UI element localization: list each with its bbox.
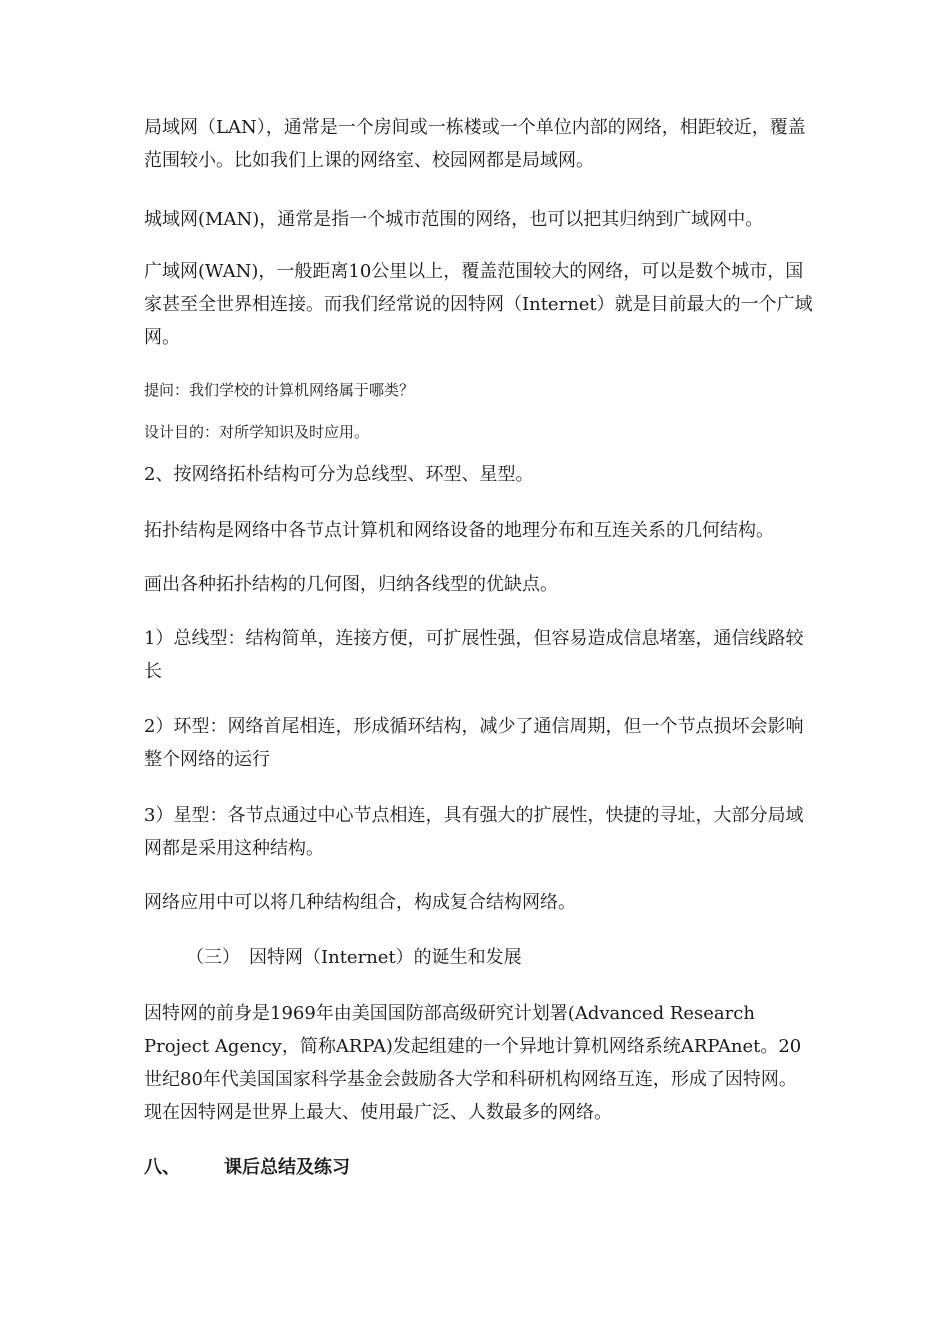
paragraph-topology-definition: 拓扑结构是网络中各节点计算机和网络设备的地理分布和互连关系的几何结构。 <box>144 520 774 541</box>
paragraph-ring: 2）环型：网络首尾相连，形成循环结构，减少了通信周期，但一个节点损坏会影响整个网络的运行 <box>144 716 804 770</box>
paragraph-star: 3）星型：各节点通过中心节点相连，具有强大的扩展性，快捷的寻址，大部分局域网都是采用这种结构。 <box>144 805 804 859</box>
paragraph-topology-intro: 2、按网络拓朴结构可分为总线型、环型、星型。 <box>144 464 534 485</box>
question-text: 提问：我们学校的计算机网络属于哪类？ <box>144 381 415 399</box>
paragraph-combined: 网络应用中可以将几种结构组合，构成复合结构网络。 <box>144 892 576 913</box>
section-eight-heading <box>144 1151 814 1184</box>
paragraph-bus: 1）总线型：结构简单，连接方便，可扩展性强，但容易造成信息堵塞，通信线路较长 <box>144 628 804 682</box>
paragraph-wan: 广域网(WAN)，一般距离10公里以上，覆盖范围较大的网络，可以是数个城市，国家甚至全世界相连接。而我们经常说的因特网（Internet）就是目前最大的一个广域网。 <box>144 261 813 348</box>
design-purpose-text: 设计目的：对所学知识及时应用。 <box>144 423 370 441</box>
paragraph-lan: 局域网（LAN），通常是一个房间或一栋楼或一个单位内部的网络，相距较近，覆盖范围较小。比如我们上课的网络室、校园网都是局域网。 <box>144 117 806 171</box>
section-eight-number: 八、 <box>144 1157 180 1178</box>
section-three-heading: （三） 因特网（Internet）的诞生和发展 <box>186 947 522 968</box>
section-eight-title: 课后总结及练习 <box>224 1157 350 1178</box>
paragraph-man: 城域网(MAN)，通常是指一个城市范围的网络，也可以把其归纳到广域网中。 <box>144 209 764 230</box>
paragraph-draw: 画出各种拓扑结构的几何图，归纳各线型的优缺点。 <box>144 574 558 595</box>
paragraph-internet-history: 因特网的前身是1969年由美国国防部高级研究计划署(Advanced Research Project Agency，简称ARPA)发起组建的一个异地计算机网络系统ARPAnet。20世纪80年代美国国家科学基金会鼓励各大学和科研机构网络互连，形成了因特网。现在因特网是世界上最大、使用最广泛、人数最多的网络。 <box>144 1003 802 1123</box>
